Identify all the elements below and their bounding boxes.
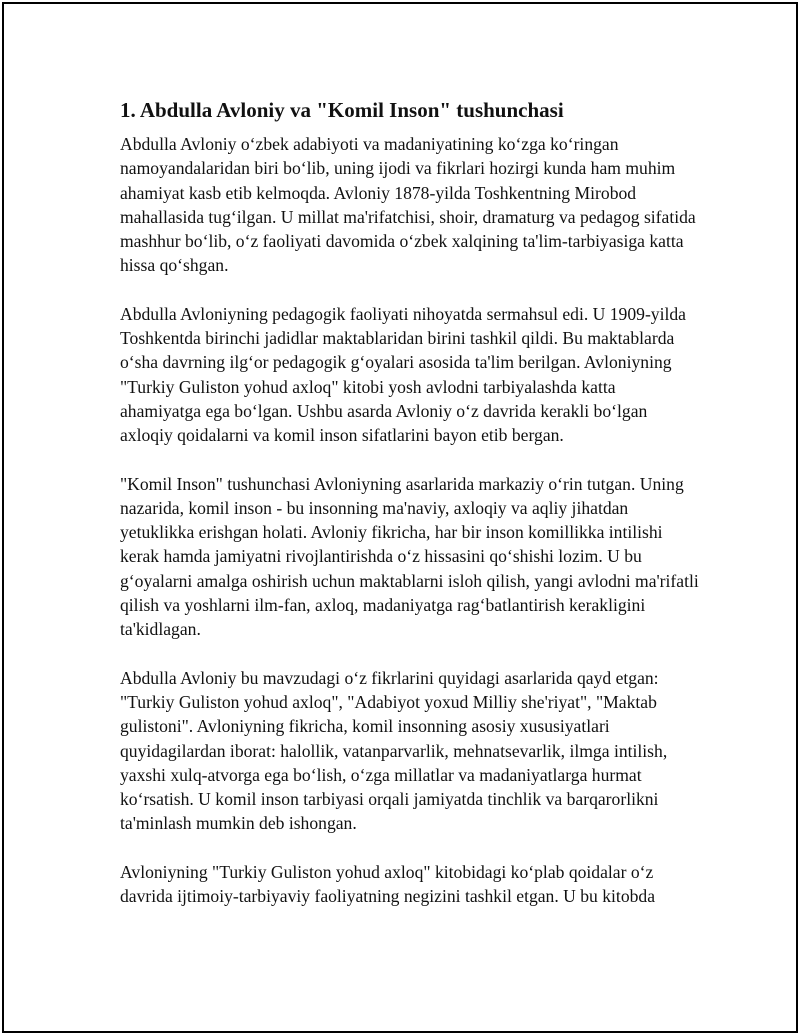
paragraph-5: Avloniyning "Turkiy Guliston yohud axloq" kitobidagi ko‘plab qoidalar o‘z davrida ijtimoiy-tarbiyaviy faoliyatning negizini tashkil etgan. U bu kitobda xyxy=(120,861,656,907)
section-heading: 1. Abdulla Avloniy va "Komil Inson" tushunchasi xyxy=(120,98,564,122)
paragraph-3: "Komil Inson" tushunchasi Avloniyning asarlarida markaziy o‘rin tutgan. Uning nazarida, komil inson - bu insonning ma'naviy, axloqiy va aqliy jihatdan yetuklikka erishgan holati. Avloniy fikricha, har bir inson komillikka intilishi kerak hamda jamiyatni rivojlantirishda o‘z hissasini qo‘shishi lozim. U bu g‘oyalarni amalga oshirish uchun maktablarni isloh qilish, yangi avlodni ma'rifatli qilish va yoshlarni ilm-fan, axloq, madaniyatga rag‘batlantirish kerakligini ta'kidlagan. xyxy=(120,473,699,640)
paragraph-1: Abdulla Avloniy o‘zbek adabiyoti va madaniyatining ko‘zga ko‘ringan namoyandalaridan biri bo‘lib, uning ijodi va fikrlari hozirgi kunda ham muhim ahamiyat kasb etib kelmoqda. Avloniy 1878-yilda Toshkentning Mirobod mahallasida tug‘ilgan. U millat ma'rifatchisi, shoir, dramaturg va pedagog sifatida mashhur bo‘lib, o‘z faoliyati davomida o‘zbek xalqining ta'lim-tarbiyasiga katta hissa qo‘shgan. xyxy=(120,134,696,276)
document-body xyxy=(120,96,700,932)
page-frame xyxy=(2,2,798,1033)
paragraph-4: Abdulla Avloniy bu mavzudagi o‘z fikrlarini quyidagi asarlarida qayd etgan: "Turkiy Guliston yohud axloq", "Adabiyot yoxud Milliy she'riyat", "Maktab gulistoni". Avloniyning fikricha, komil insonning asosiy xususiyatlari quyidagilardan iborat: halollik, vatanparvarlik, mehnatsevarlik, ilmga intilish, yaxshi xulq-atvorga ega bo‘lish, o‘zga millatlar va madaniyatlarga hurmat ko‘rsatish. U komil inson tarbiyasi orqali jamiyatda tinchlik va barqarorlikni ta'minlash mumkin deb ishongan. xyxy=(120,667,668,834)
paragraph-2: Abdulla Avloniyning pedagogik faoliyati nihoyatda sermahsul edi. U 1909-yilda Toshkentda birinchi jadidlar maktablaridan birini tashkil qildi. Bu maktablarda o‘sha davrning ilg‘or pedagogik g‘oyalari asosida ta'lim berilgan. Avloniyning "Turkiy Guliston yohud axloq" kitobi yosh avlodni tarbiyalashda katta ahamiyatga ega bo‘lgan. Ushbu asarda Avloniy o‘z davrida kerakli bo‘lgan axloqiy qoidalarni va komil inson sifatlarini bayon etib bergan. xyxy=(120,303,686,446)
